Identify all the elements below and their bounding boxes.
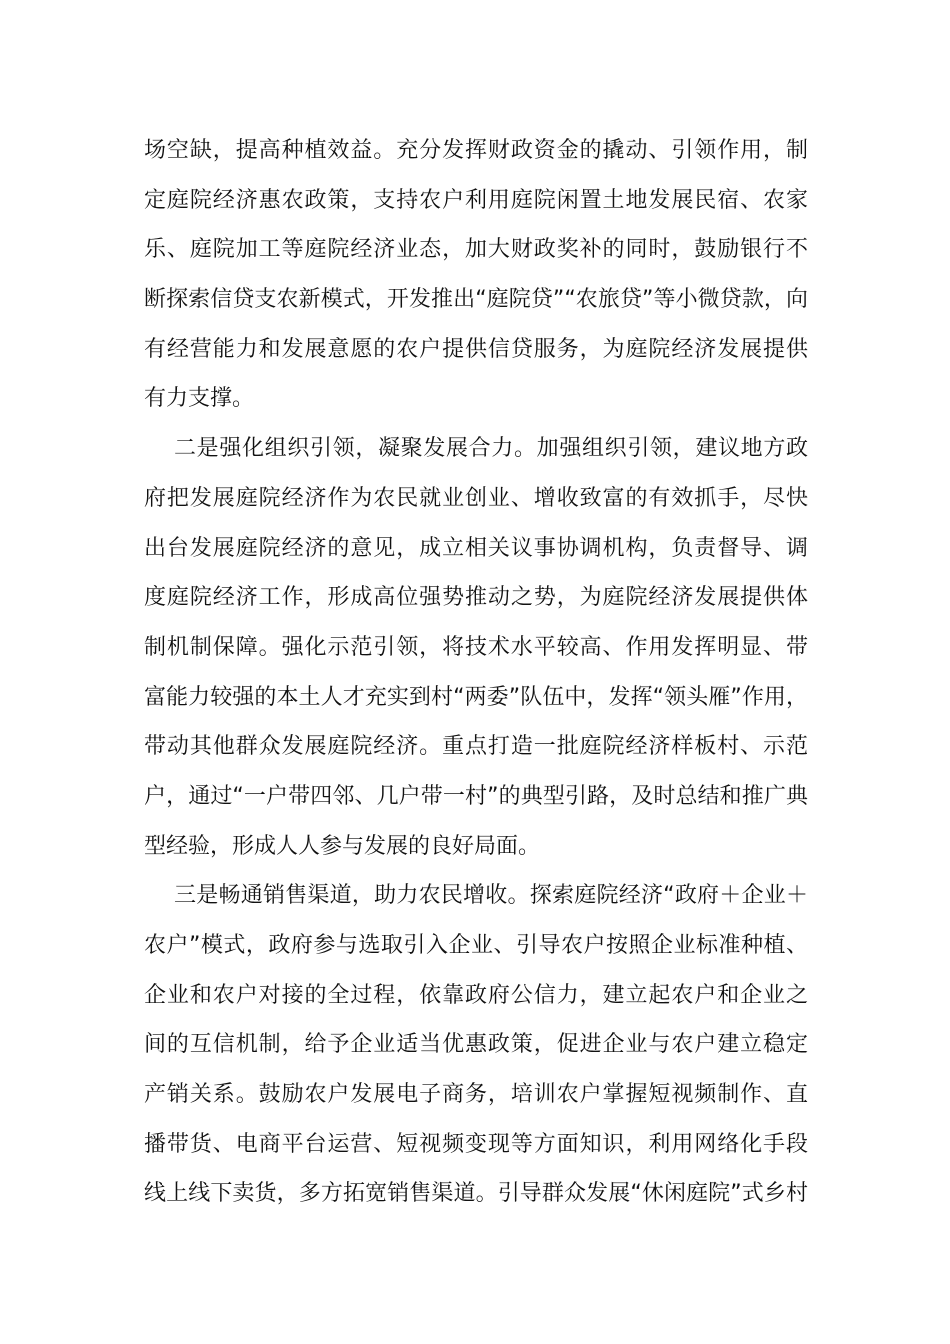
text-line: 出台发展庭院经济的意见，成立相关议事协调机构，负责督导、调 [144, 535, 808, 561]
text-line: 场空缺，提高种植效益。充分发挥财政资金的撬动、引领作用，制 [144, 138, 808, 163]
text-line: 有力支撑。 [144, 386, 255, 412]
text-line: 播带货、电商平台运营、短视频变现等方面知识，利用网络化手段 [144, 1131, 808, 1157]
text-line: 农户”模式，政府参与选取引入企业、引导农户按照企业标准种植、 [144, 933, 808, 958]
text-line: 制机制保障。强化示范引领，将技术水平较高、作用发挥明显、带 [144, 634, 808, 660]
paragraph-3 [144, 871, 808, 1219]
paragraph-2 [144, 424, 808, 871]
text-line: 富能力较强的本土人才充实到村“两委”队伍中，发挥“领头雁”作用， [144, 684, 808, 710]
text-line: 二是强化组织引领，凝聚发展合力。加强组织引领，建议地方政 [174, 436, 808, 462]
text-line: 户，通过“一户带四邻、几户带一村”的典型引路，及时总结和推广典 [144, 783, 808, 809]
text-line: 型经验，形成人人参与发展的良好局面。 [144, 833, 541, 859]
text-line: 定庭院经济惠农政策，支持农户利用庭院闲置土地发展民宿、农家 [144, 187, 808, 213]
paragraph-1 [144, 126, 808, 424]
body-text [144, 126, 808, 1219]
text-line: 断探索信贷支农新模式，开发推出“庭院贷”“农旅贷”等小微贷款，向 [144, 287, 808, 313]
text-line: 间的互信机制，给予企业适当优惠政策，促进企业与农户建立稳定 [144, 1032, 808, 1058]
text-line: 度庭院经济工作，形成高位强势推动之势，为庭院经济发展提供体 [144, 585, 808, 611]
text-line: 带动其他群众发展庭院经济。重点打造一批庭院经济样板村、示范 [144, 734, 808, 760]
text-line: 线上线下卖货，多方拓宽销售渠道。引导群众发展“休闲庭院”式乡村 [144, 1181, 808, 1207]
text-line: 企业和农户对接的全过程，依靠政府公信力，建立起农户和企业之 [144, 982, 808, 1008]
text-line: 乐、庭院加工等庭院经济业态，加大财政奖补的同时，鼓励银行不 [144, 237, 808, 263]
text-line: 有经营能力和发展意愿的农户提供信贷服务，为庭院经济发展提供 [144, 336, 808, 362]
text-line: 府把发展庭院经济作为农民就业创业、增收致富的有效抓手，尽快 [144, 485, 808, 511]
text-line: 产销关系。鼓励农户发展电子商务，培训农户掌握短视频制作、直 [144, 1082, 808, 1108]
text-line: 三是畅通销售渠道，助力农民增收。探索庭院经济“政府＋企业＋ [174, 883, 808, 909]
